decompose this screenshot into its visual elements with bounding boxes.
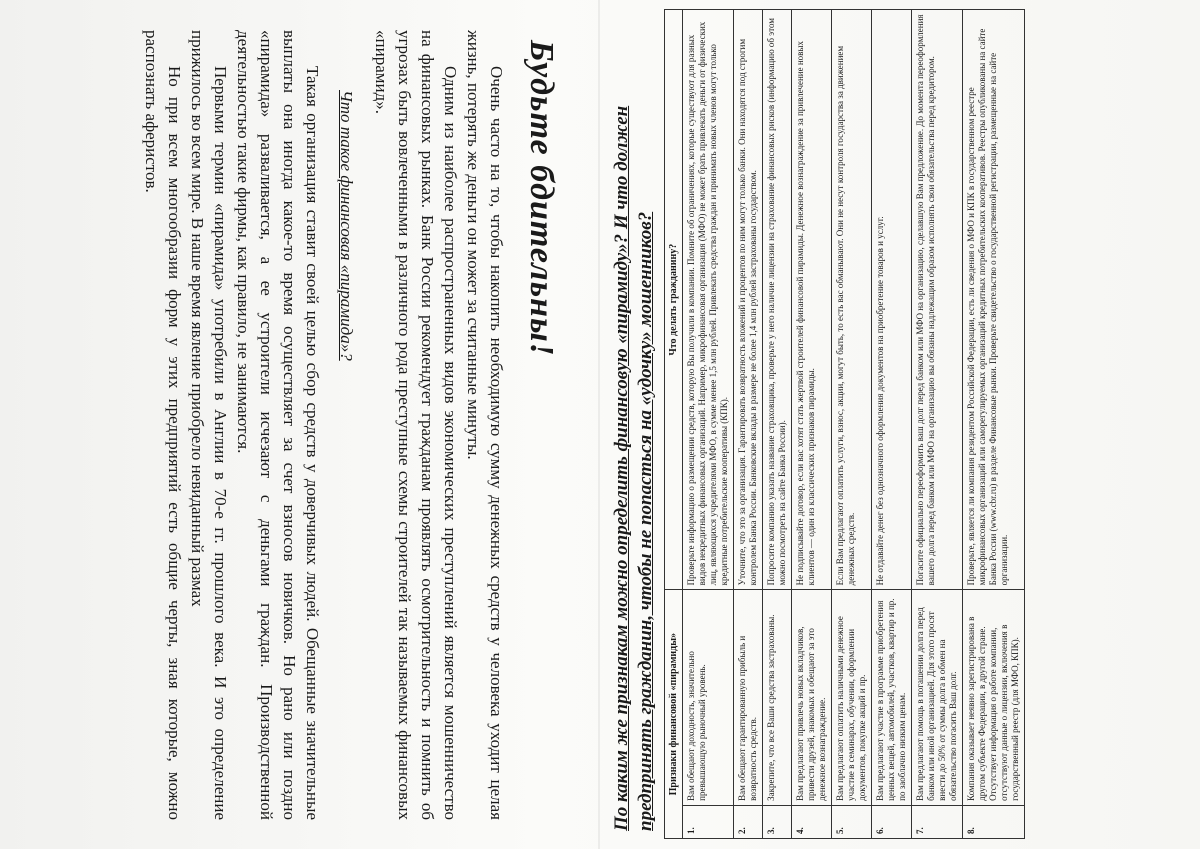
table-row [763, 10, 792, 839]
header-signs: Признаки финансовой «пирамиды» [665, 590, 683, 839]
row-number: 2. [734, 805, 763, 838]
paragraph-5: Но при всем многообразии форм у этих предприятий есть общие черты, зная которые, можно распознать аферистов. [142, 30, 184, 820]
table-row [912, 10, 963, 839]
right-page [600, 0, 1200, 849]
row-action: Не отдавайте денег без однозначного оформления документов на приобретение товаров и услуг. [872, 10, 912, 590]
row-number: 6. [872, 805, 912, 838]
table-header-row [665, 10, 683, 839]
row-number: 4. [792, 805, 832, 838]
row-action: Проверьте информацию о размещении средств, которую Вы получили в компании. Помните об ограничениях, которые существуют для разных видов некредитных финансовых организаций. Например, микрофинансовая организация (МФО) не может брать привлекать деньги от физических лиц, являющихся учредителями МФО, в сумме менее 1,5 млн рублей. Привлекать средства граждан и принимать новых членов могут только кредитные потребительские кооперативы (КПК). [683, 10, 734, 590]
row-action: Если Вам предлагают оплатить услуги, взнос, акции, могут быть, то есть вас обманывают. Они не несут контроля государства за движением денежных средств. [832, 10, 872, 590]
table-title: По каким же признакам можно определить финансовую «пирамиду»? И что должен предпринять гражданин, чтобы не попасться на «удочку» мошенников? [611, 105, 656, 831]
table-row [792, 10, 832, 839]
paragraph-1: Очень часто на то, чтобы накопить необходимую сумму денежных средств у человека уходит целая жизнь, потерять же деньги он может за считанные минуты. [464, 30, 506, 820]
paragraph-4: Первыми термин «пирамида» употребили в Англии в 70-е гг. прошлого века. И это определение прижилось во всем мире. В наше время явление приобрело невиданный размах [188, 30, 230, 820]
right-page-content [606, 9, 1191, 839]
left-page-content [20, 30, 560, 820]
row-sign: Вам предлагают помощь в погашении долга перед банком или иной организацией. Для этого просят внести до 50% от суммы долга в обмен на обязательство погасить Ваш долг. [912, 590, 963, 806]
row-sign: Компания оказывает неявно зарегистрирована в другом субъекте Федерации, в другой стране. Отсутствует информация о работе компании, отсутствуют данные о лицензии, включения в государственный реестр (для МФО, КПК). [963, 590, 1025, 806]
row-sign: Вам обещают гарантированную прибыль и возвратность средств. [734, 590, 763, 806]
row-sign: Вам предлагают участие в программе приобретения ценных вещей, автомобилей, участков, квартир и пр. по заоблачно низким ценам. [872, 590, 912, 806]
table-row [963, 10, 1025, 839]
table-row [872, 10, 912, 839]
table-row [734, 10, 763, 839]
row-sign: Закрепите, что все Ваши средства застрахованы. [763, 590, 792, 806]
paragraph-3: Такая организация ставит своей целью сбор средств у доверчивых людей. Обещанные значительные выплаты она иногда какое-то время осуществляет за счет взносов новичков. Но рано или поздно «пирамида» разваливается, а ее устроители исчезают с деньгами граждан. Производственной деятельностью такие фирмы, как правило, не занимаются. [234, 30, 322, 820]
row-action: Проверьте, является ли компания резидентом Российской Федерации, есть ли сведения о МФО и КПК в государственном реестре микрофинансовых организаций или саморегулируемых организаций кредитных потребительских кооперативов. Реестры опубликованы на сайте Банка России (www.cbr.ru) в разделе Финансовые рынки. Проверьте свидетельство о государственной регистрации, размещенные на сайте организации. [963, 10, 1025, 590]
row-sign: Вам предлагают привлечь новых вкладчиков, привести друзей, знакомых и обещают за это денежное вознаграждение. [792, 590, 832, 806]
left-page [0, 0, 590, 849]
page-title: Будьте бдительны! [523, 40, 560, 357]
row-number: 7. [912, 805, 963, 838]
header-actions: Что делать гражданину? [665, 10, 683, 590]
row-number: 8. [963, 805, 1025, 838]
row-number: 5. [832, 805, 872, 838]
row-action: Не подписывайте договор, если вас хотят стать жертвой строителей финансовой пирамиды. Денежное вознаграждение за привлечение новых клиентов — один из классических признаков пирамиды. [792, 10, 832, 590]
paragraph-2: Одним из наиболее распространенных видов экономических преступлений является мошенничество на финансовых рынках. Банк России рекомендует гражданам проявлять осмотрительность и помнить об угрозах быть вовлеченными в различного рода преступные схемы строителей так называемых финансовых «пирамид». [372, 30, 460, 820]
row-sign: Вам предлагают оплатить наличными денежное участие в семинарах, обучении, оформлении документов, покупке акций и пр. [832, 590, 872, 806]
row-number: 1. [683, 805, 734, 838]
signs-table [664, 9, 1025, 839]
row-action: Погасите официально переоформить ваш долг перед банком или МФО на организацию, сделавшую Вам предложение. До момента переоформления вашего долга перед банком или МФО на организацию вы обязаны надлежащим образом исполнять свои обязательства перед кредитором. [912, 10, 963, 590]
table-row [832, 10, 872, 839]
section-subtitle: Что такое финансовая «пирамида»? [337, 90, 356, 361]
table-row [683, 10, 734, 839]
row-action: Попросите компанию указать название страховщика, проверьте у него наличие лицензии на страхование финансовых рисков (информацию об этом можно посмотреть на сайте Банка России). [763, 10, 792, 590]
row-number: 3. [763, 805, 792, 838]
row-action: Уточните, что это за организация. Гарантировать возвратность вложений и процентов по ним могут только банки. Они находятся под строгим контролем Банка России. Банковские вклады в размере не более 1,4 млн рублей застрахованы государством. [734, 10, 763, 590]
row-sign: Вам обещают доходность, значительно превышающую рыночный уровень. [683, 590, 734, 806]
